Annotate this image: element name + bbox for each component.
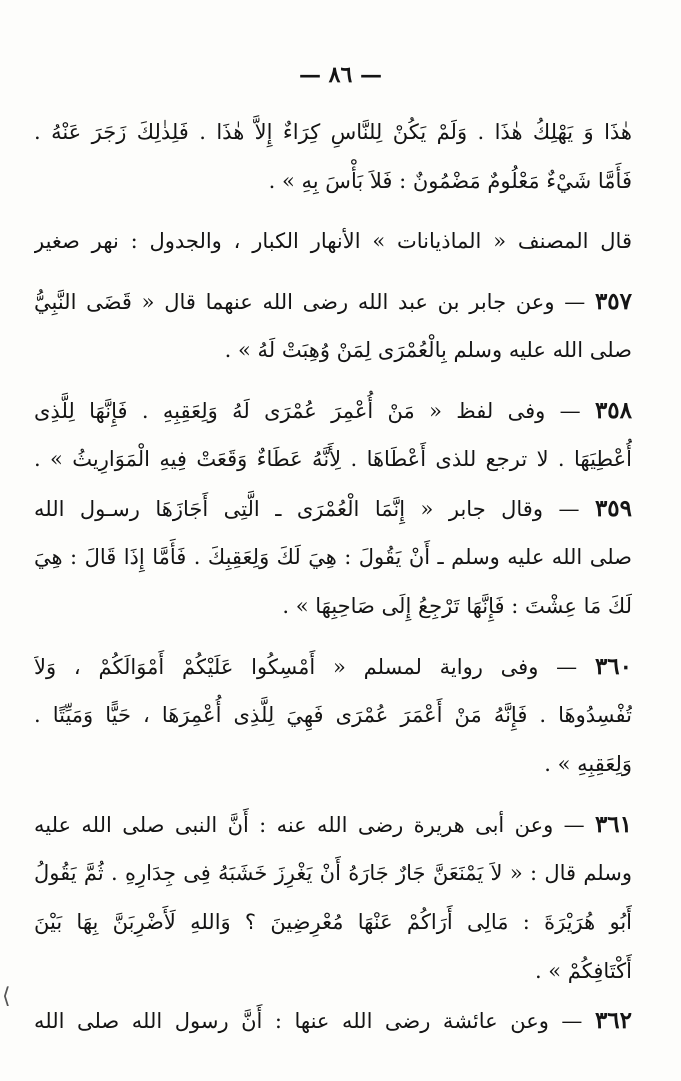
line-text: صلى الله عليه وسلم ـ أَنْ يَقُولَ : هِيَ لَكَ وَلِعَقِبِكَ . فَأَمَّا إِذَا قَالَ : هِيَ	[34, 545, 632, 569]
text-line	[34, 642, 632, 691]
hadith-number: ٣٥٩	[594, 495, 632, 522]
line-text: أُعْطِيَهَا . لا ترجع للذى أَعْطَاهَا . لِأَنَّهُ عَطَاءٌ وَقَعَتْ فِيهِ الْمَوَارِيثُ » .	[34, 447, 632, 471]
line-text: — وفى رواية لمسلم « أَمْسِكُوا عَلَيْكُمْ أَمْوَالَكُمْ ، وَلاَ	[34, 655, 595, 679]
margin-mark: ⟨	[2, 984, 11, 1009]
text-line	[34, 800, 632, 849]
line-text: هٰذَا وَ يَهْلِكُ هٰذَا . وَلَمْ يَكُنْ لِلنَّاسِ كِرَاءٌ إِلاَّ هٰذَا . فَلِذٰلِكَ زَجَرَ عَنْهُ .	[34, 120, 632, 144]
line-text: وَلِعَقِبِهِ » .	[544, 752, 632, 776]
text-line	[34, 277, 632, 326]
text-line	[34, 740, 632, 789]
hadith-number: ٣٦١	[594, 811, 632, 838]
line-text: وسلم قال : « لاَ يَمْنَعَنَّ جَارٌ جَارَهُ أَنْ يَغْرِزَ خَشَبَهُ فِى جِدَارِهِ . ثُمَّ يَقُولُ	[34, 861, 632, 885]
line-text: — وعن أبى هريرة رضى الله عنه : أَنَّ النبى صلى الله عليه	[34, 813, 595, 837]
text-line	[34, 326, 632, 375]
hadith-number: ٣٥٧	[594, 288, 632, 315]
line-text: قال المصنف « الماذيانات » الأنهار الكبار ، والجدول : نهر صغير	[34, 229, 632, 253]
line-text: أَبُو هُرَيْرَةَ : مَالِى أَرَاكُمْ عَنْهَا مُعْرِضِينَ ؟ وَاللهِ لَأَضْرِبَنَّ بِهَا بَيْنَ	[34, 910, 632, 934]
text-line	[34, 947, 632, 996]
page-body	[34, 108, 632, 1045]
text-line	[34, 898, 632, 947]
text-line	[34, 484, 632, 533]
text-line	[34, 533, 632, 582]
text-line	[34, 435, 632, 484]
line-text: — وفى لفظ « مَنْ أُعْمِرَ عُمْرَى لَهُ وَلِعَقِبِهِ . فَإِنَّهَا لِلَّذِى	[34, 399, 595, 423]
text-line	[34, 386, 632, 435]
hadith-number: ٣٦٠	[594, 653, 632, 680]
line-text: فَأَمَّا شَيْءٌ مَعْلُومٌ مَضْمُونٌ : فَلاَ بَأْسَ بِهِ » .	[268, 169, 632, 193]
line-text: تُفْسِدُوهَا . فَإِنَّهُ مَنْ أَعْمَرَ عُمْرَى فَهِيَ لِلَّذِى أُعْمِرَهَا ، حَيًّا وَمَيِّتًا .	[34, 703, 632, 727]
text-line	[34, 582, 632, 631]
page-number: — ٨٦ —	[299, 62, 382, 88]
line-text: لَكَ مَا عِشْتَ : فَإِنَّهَا تَرْجِعُ إِلَى صَاحِبِهَا » .	[282, 594, 632, 618]
line-text: — وقال جابر « إِنَّمَا الْعُمْرَى ـ الَّتِى أَجَازَهَا رسـول الله	[34, 497, 595, 521]
line-text: صلى الله عليه وسلم بِالْعُمْرَى لِمَنْ وُهِبَتْ لَهُ » .	[224, 338, 632, 362]
text-line	[34, 157, 632, 206]
line-text: — وعن عائشة رضى الله عنها : أَنَّ رسول الله صلى الله	[34, 1009, 595, 1033]
line-text: أَكْتَافِكُمْ » .	[534, 959, 632, 983]
text-line	[34, 691, 632, 740]
line-text: — وعن جابر بن عبد الله رضى الله عنهما قال « قَضَى النَّبِيُّ	[34, 290, 595, 314]
hadith-number: ٣٥٨	[594, 397, 632, 424]
text-line	[34, 996, 632, 1045]
text-line	[34, 108, 632, 157]
text-line	[34, 217, 632, 266]
text-line	[34, 849, 632, 898]
hadith-number: ٣٦٢	[594, 1007, 632, 1034]
